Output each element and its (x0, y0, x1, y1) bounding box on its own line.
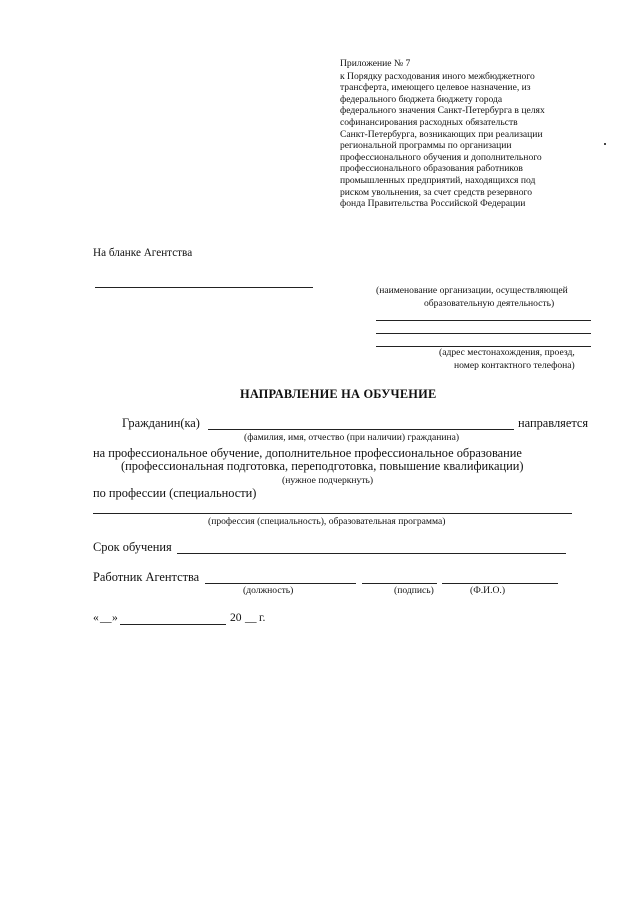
date-month-field[interactable] (120, 624, 226, 625)
profession-field[interactable] (93, 513, 572, 514)
profession-label: по профессии (специальности) (93, 486, 257, 500)
citizen-label: Гражданин(ка) (122, 416, 200, 430)
duration-field[interactable] (177, 553, 566, 554)
duration-label: Срок обучения (93, 540, 172, 554)
training-line-2: (профессиональная подготовка, переподготовка, повышение квалификации) (121, 459, 524, 473)
training-line-1: на профессиональное обучение, дополнительное профессиональное образование (93, 446, 522, 460)
date-close-quote: » (112, 611, 118, 624)
full-name-field[interactable] (442, 583, 558, 584)
organization-line-2[interactable] (376, 333, 591, 334)
name-caption: (Ф.И.О.) (470, 585, 506, 596)
organization-caption-line2: образовательную деятельность) (424, 298, 555, 309)
address-caption-line2: номер контактного телефона) (454, 360, 575, 371)
date-year-suffix: г. (259, 611, 266, 624)
appendix-title: Приложение № 7 (340, 58, 411, 69)
date-year-prefix: 20 (230, 611, 242, 624)
date-year-blank[interactable]: __ (245, 611, 257, 624)
agency-worker-label: Работник Агентства (93, 570, 200, 584)
scan-speck (604, 143, 606, 145)
organization-line-1[interactable] (376, 320, 591, 321)
citizen-suffix: направляется (518, 416, 589, 430)
profession-caption: (профессия (специальность), образовательная программа) (208, 516, 446, 527)
training-note: (нужное подчеркнуть) (282, 475, 374, 486)
address-caption-line1: (адрес местонахождения, проезд, (439, 347, 575, 358)
signature-caption: (подпись) (394, 585, 434, 596)
document-heading: НАПРАВЛЕНИЕ НА ОБУЧЕНИЕ (240, 387, 437, 401)
signature-field[interactable] (362, 583, 437, 584)
letterhead-label: На бланке Агентства (93, 247, 193, 259)
letterhead-line (95, 287, 313, 288)
appendix-text: к Порядку расходования иного межбюджетного трансферта, имеющего целевое назначение, из федерального бюджета бюджету города федерального значения Санкт-Петербурга в целях софинансирования расходных обязательств Санкт-Петербурга, возникающих при реализации региональной программы по организации профессионального обучения и дополнительного профессионального образования работников промышленных предприятий, находящихся под риском увольнения, за счет средств резервного фонда Правительства Российской Федерации (340, 70, 545, 210)
appendix-block (340, 58, 605, 210)
position-caption: (должность) (243, 585, 294, 596)
citizen-caption: (фамилия, имя, отчество (при наличии) гражданина) (244, 432, 460, 443)
position-field[interactable] (205, 583, 356, 584)
organization-caption-line1: (наименование организации, осуществляющей (376, 285, 568, 296)
date-day-blank[interactable]: __ (100, 611, 112, 624)
date-open-quote: « (93, 611, 99, 624)
citizen-name-field[interactable] (208, 429, 514, 430)
